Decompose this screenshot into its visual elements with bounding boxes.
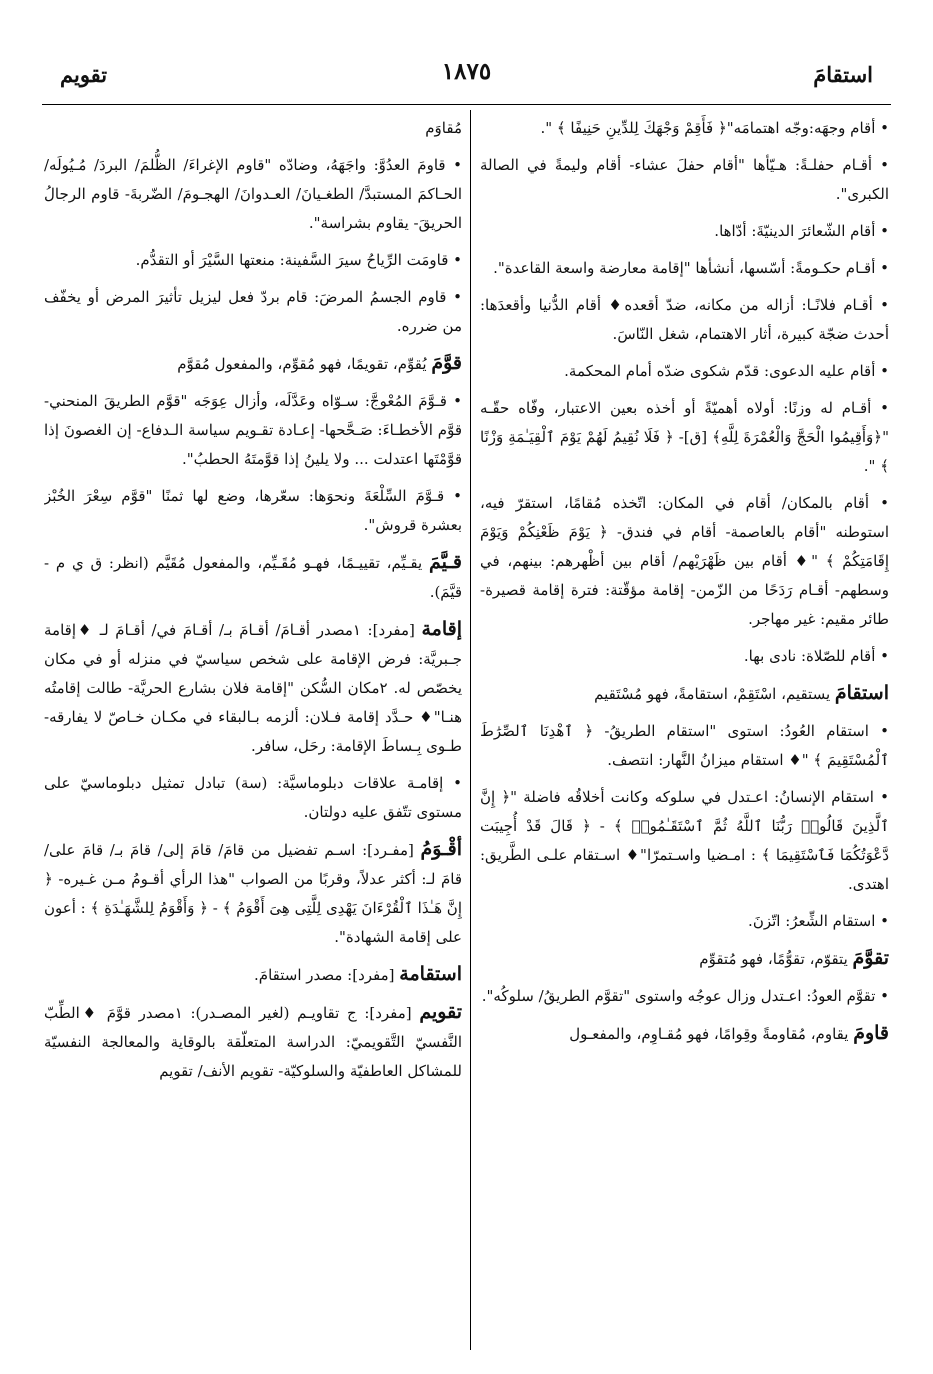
entry-text: [مفرد]: ١مصدر أقـامَ/ أقـامَ بـ/ أقـامَ في/ أقـامَ لـ ♦إقامة جـبريَّة: فرض الإقامة على شخص سياسيّ في منزله أو في مكان يخصّص له. ٢مكان السُّكن "إقامة فلان بشارع الحريَّة- طالت إقامتُه هنـا"♦ حـدَّد إقامة فـلان: ألزمه بـالبقاء في مكـان خـاصّ لا يفارقه- طـوى بِـساطَ الإقامة: رحَل، سافر. (44, 621, 462, 755)
entry-paragraph (44, 151, 462, 238)
entry-paragraph (44, 349, 462, 379)
entry-paragraph (44, 998, 462, 1086)
entry-paragraph (44, 615, 462, 761)
page-header (42, 44, 891, 104)
headword: قاومَ (853, 1022, 889, 1044)
entry-paragraph (480, 783, 889, 899)
entry-paragraph (480, 291, 889, 349)
entry-text: • قـوَّمَ المُعْوجَّ: سـوّاه وعَدَّلَه، وأزال عِوَجَه "قوَّم الطريقَ المنحني- قوَّم الأخطـاءَ: صَـحَّحها- إعـادة تقـويم سياسة الـدفاع- إن الغصونَ إذا قوَّمْتَها اعتدلت ... ولا يلينُ إذا قوَّمتَهُ الحطبُ". (44, 392, 462, 468)
entry-paragraph (480, 151, 889, 209)
entry-text: • أقـام فلانًـا: أزاله من مكانه، ضدّ أقعده♦ أقام الدُّنيا وأقعدَها: أحدث ضجّة كبيرة، أثار الاهتمام، شغل النّاسَ. (480, 296, 889, 343)
entry-text: [مفرد]: مصدر استقامَ. (254, 966, 400, 984)
entry-paragraph (44, 114, 462, 143)
headword: قوَّمَ (431, 352, 462, 374)
entry-paragraph (480, 357, 889, 386)
entry-text: • قاوم الجسمُ المرضَ: قام بردّ فعل ليزيل تأثيرَ المرض أو يخفّف من ضرره. (44, 288, 462, 335)
entry-text: • استقام الشِّعرُ: اتّزنَ. (748, 912, 889, 930)
entry-text: • أقـام حكـومةً: أسّسها، أنشأها "إقامة معارضة واسعة القاعدة". (493, 259, 889, 277)
headword: تقوَّمَ (852, 947, 889, 969)
entry-text: • إقامـة علاقات دبلوماسيَّة: (سة) تبادل تمثيل دبلوماسيّ على مستوى تتّفق عليه دولتان. (44, 774, 462, 821)
entry-text: يستقيم، اسْتَقِمْ، استقامةً، فهو مُسْتَقيم (594, 685, 835, 703)
entry-text: • أقـام له وزنًا: أولاه أهميّةً أو أخذه بعين الاعتبار، وفّاه حقّـه "﴿وَأَقِيمُوا الْحَجَّ وَالْعُمْرَةَ لِلَّهِ﴾ [ق]- ﴿ فَلَا نُقِيمُ لَهُمْ يَوْمَ ٱلْقِيَـٰمَةِ وَزْنًا ﴾ ". (480, 399, 889, 475)
entry-text: • استقام العُودُ: استوى "استقام الطريقُ- ﴿ ٱهْدِنَا ٱلصِّرَٰطَ ٱلْمُسْتَقِيمَ ﴾ "♦ استقام ميزانُ النَّهار: انتصف. (480, 722, 889, 769)
entry-paragraph (44, 283, 462, 341)
entry-paragraph (480, 944, 889, 974)
entry-text: [مفرد]: ج تقاويـم (لغير المصـدر): ١مصدر قوَّمَ ♦الطِّبّ النَّفسيّ التَّقويميّ: الدراسة المتعلّقة بالوقاية والمعالجة النفسيّة للمشاكل العاطفيّة والسلوكيّة- تقويم الأنف/ تقويم (44, 1004, 462, 1080)
entry-paragraph (480, 679, 889, 709)
header-guide-word-right: استقامَ (813, 62, 873, 87)
entry-paragraph (480, 489, 889, 634)
column-divider (470, 110, 471, 1350)
entry-paragraph (44, 960, 462, 990)
page-number: ١٨٧٥ (441, 58, 492, 85)
entry-paragraph (480, 982, 889, 1011)
entry-text: • أقام للصّلاة: نادى بها. (743, 647, 889, 665)
entry-paragraph (44, 835, 462, 952)
entry-text: • أقام بالمكان/ أقام في المكان: اتّخذه مُقامًا، استقرّ فيه، استوطنه "أقام بالعاصمة- أقام في فندق- ﴿ يَوْمَ ظَعْنِكُمْ وَيَوْمَ إِقَامَتِكُمْ ﴾ "♦ أقام بين ظَهْرَيْهم/ أقام بين أظْهرهم: بينهم، في وسطهم- أقـام رَدَحًا من الزّمن- إقامة مؤقّتة: فترة إقامة قصيرة- طائر مقيم: غير مهاجر. (480, 494, 889, 628)
entry-paragraph (44, 769, 462, 827)
headword: قـيَّمَ (428, 551, 462, 573)
header-rule (42, 104, 891, 105)
entry-text: يُقوِّم، تقويمًا، فهو مُقوِّم، والمفعول مُقوَّم (177, 355, 432, 373)
entry-paragraph (44, 246, 462, 275)
entry-paragraph (480, 114, 889, 143)
entry-paragraph (480, 1019, 889, 1049)
entry-text: [مفـرد]: اسـم تفضيل من قامَ/ قامَ إلى/ قامَ بـ/ قامَ على/ قامَ لـ: أكثر عدلاً، وقربًا من الصواب "هذا الرأي أقـومُ مـن غـيره- ﴿ إِنَّ هَـٰذَا ٱلْقُرْءَانَ يَهْدِى لِلَّتِى هِىَ أَقْوَمُ ﴾ - ﴿ وَأَقْوَمُ لِلشَّهَـٰدَةِ ﴾ : أعون على إقامة الشهادة". (44, 841, 462, 946)
entry-paragraph (480, 217, 889, 246)
entry-paragraph (480, 907, 889, 936)
right-column (480, 114, 889, 1354)
headword: أقْـوَمُ (420, 838, 462, 860)
entry-text: مُقاوَم (425, 119, 462, 137)
entry-paragraph (480, 717, 889, 775)
entry-text: يتقوّم، تقوُّمًا، فهو مُتقوِّم (699, 950, 853, 968)
headword: إقامة (421, 618, 462, 640)
entry-paragraph (44, 548, 462, 607)
entry-text: • أقام عليه الدعوى: قدّم شكوى ضدّه أمام المحكمة. (564, 362, 889, 380)
entry-text: • استقام الإنسانُ: اعـتدل في سلوكه وكانت أخلاقُه فاضلة "﴿ إِنَّ ٱلَّذِينَ قَالُوا۟ رَبُّنَا ٱللَّهُ ثُمَّ ٱسْتَقَـٰمُوا۟ ﴾ - ﴿ قَالَ قَدْ أُجِيبَت دَّعْوَتُكُمَا فَٱسْتَقِيمَا ﴾ : امـضيا واسـتمرّا"♦ اسـتقام علـى الطَّريق: اهتدى. (480, 788, 889, 893)
entry-text: • قاومَت الرِّياحُ سيرَ السَّفينة: منعتها السَّيْرَ أو التقدُّم. (135, 251, 462, 269)
entry-paragraph (44, 482, 462, 540)
headword: استقامة (399, 963, 462, 985)
entry-paragraph (480, 394, 889, 481)
entry-text: • أقام وجهَه:وجّه اهتمامَه"﴿ فَأَقِمْ وَجْهَكَ لِلدِّينِ حَنِيفًا ﴾ ". (540, 119, 889, 137)
header-guide-word-left: تقويم (60, 62, 108, 87)
headword: استقامَ (834, 682, 889, 704)
headword: تقويم (419, 1001, 462, 1023)
entry-paragraph (44, 387, 462, 474)
entry-text: يقاوم، مُقاومةً وقِوامًا، فهو مُقـاوِم، والمفعـول (569, 1025, 854, 1043)
entry-paragraph (480, 254, 889, 283)
entry-text: يقـيِّم، تقييـمًا، فهـو مُقَـيِّم، والمفعول مُقَيَّم (انظر: ق ي م - قيَّمَ). (44, 554, 462, 601)
entry-text: • قاومَ العدُوَّ: واجَهَهُ، وضادّه "قاوم الإغراءَ/ الظُّلمَ/ البردَ/ مُـيُولَه/ الحـاكمَ المستبدَّ/ الطغـيانَ/ العـدوانَ/ الهجـومَ/ الضّربةَ- قاوم الرجالُ الحريقَ- يقاوم بشراسة". (44, 156, 462, 232)
entry-text: • قـوَّمَ السِّلْعَةَ ونحوَها: سعّرها، وضع لها ثمنًا "قوَّم سِعْرَ الخُبْز بعشرة قروش". (44, 487, 462, 534)
entry-paragraph (480, 642, 889, 671)
entry-text: • تقوَّم العودُ: اعـتدل وزال عوجُه واستوى "تقوَّم الطريقُ/ سلوكُه". (481, 987, 889, 1005)
entry-text: • أقـام حفلـةً: هـيّأها "أقام حفلَ عشاء- أقام وليمةً في الصالة الكبرى". (480, 156, 889, 203)
entry-text: • أقام الشّعائرَ الدينيّةَ: أدّاها. (714, 222, 889, 240)
left-column (44, 114, 462, 1354)
